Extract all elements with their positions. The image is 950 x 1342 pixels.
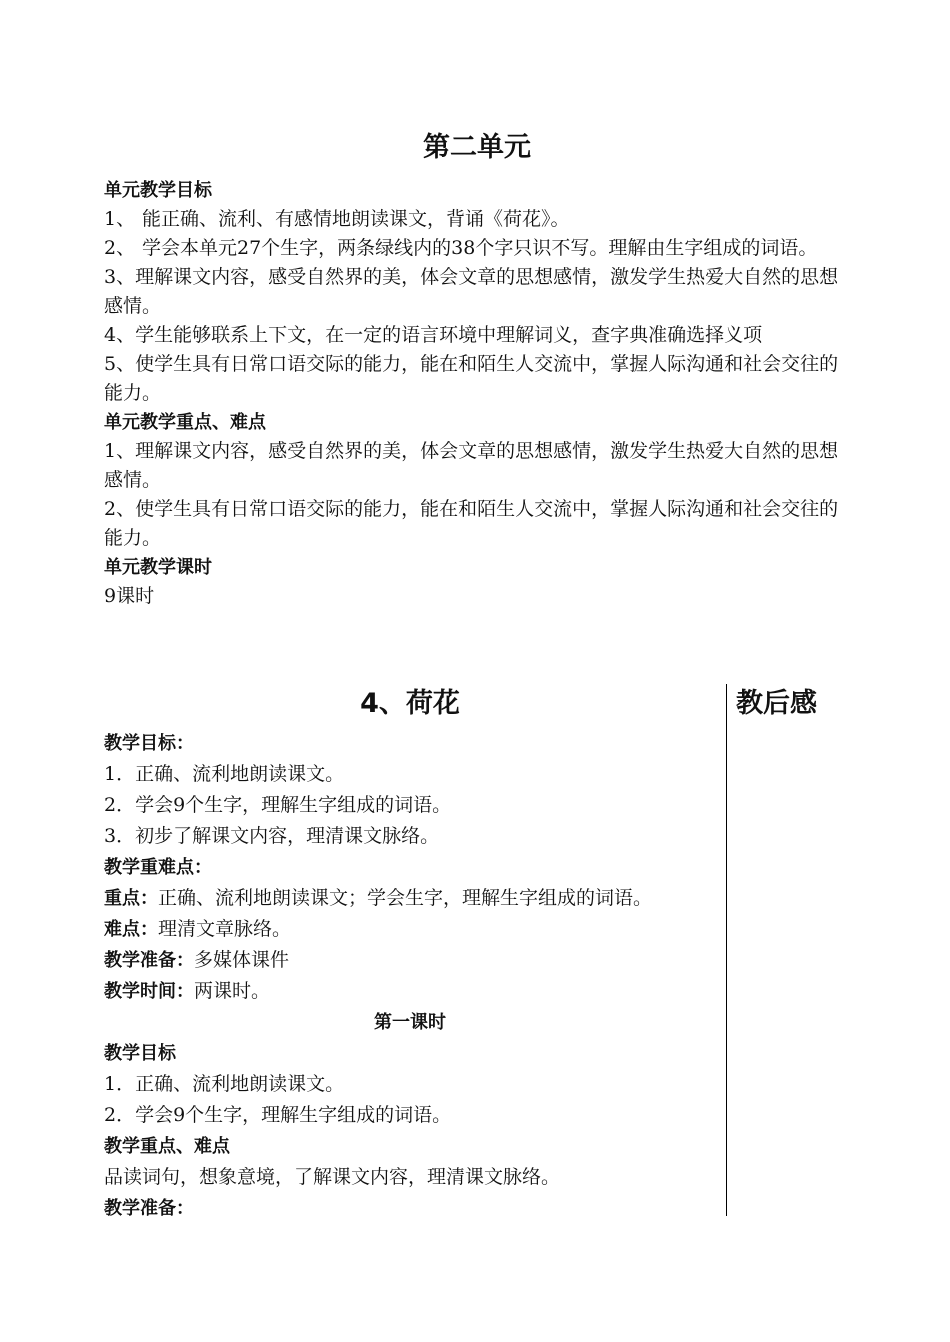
session-key-heading: 教学重点、难点 <box>104 1136 230 1157</box>
unit-goals-heading: 单元教学目标 <box>104 180 212 201</box>
session-goal-item: 2．学会9个生字，理解生字组成的词语。 <box>104 1104 452 1126</box>
unit-key-heading: 单元教学重点、难点 <box>104 412 266 433</box>
time-text: 两课时。 <box>194 980 271 1002</box>
preparation-label: 教学准备： <box>104 950 194 971</box>
key-point-label: 重点： <box>104 888 158 909</box>
lesson-column <box>104 684 716 1224</box>
key-point-text: 正确、流利地朗读课文；学会生字，理解生字组成的词语。 <box>158 887 653 909</box>
lesson-time <box>104 976 716 1007</box>
session-goals-heading: 教学目标 <box>104 1043 176 1064</box>
lesson-goal-item: 1．正确、流利地朗读课文。 <box>104 763 345 785</box>
unit-key-2: 2、使学生具有日常口语交际的能力，能在和陌生人交流中，掌握人际沟通和社会交往的能力。 <box>104 498 839 549</box>
column-divider <box>726 684 727 1216</box>
lesson-goals-heading: 教学目标： <box>104 733 194 754</box>
unit-goal-item <box>104 234 850 263</box>
reflection-title: 教后感 <box>736 688 817 719</box>
lesson-preparation <box>104 945 716 976</box>
lesson-difficulty-heading: 教学重难点： <box>104 857 212 878</box>
session-key-text: 品读词句，想象意境，了解课文内容，理清课文脉络。 <box>104 1166 561 1188</box>
unit-goal-item <box>104 205 850 234</box>
unit-goal-number: 1、 <box>104 208 136 230</box>
unit-goal-5: 5、使学生具有日常口语交际的能力，能在和陌生人交流中，掌握人际沟通和社会交往的能力。 <box>104 353 839 404</box>
lesson-goal-item: 3．初步了解课文内容，理清课文脉络。 <box>104 825 440 847</box>
unit-title: 第二单元 <box>423 132 531 163</box>
lesson-goal-item: 2．学会9个生字，理解生字组成的词语。 <box>104 794 452 816</box>
unit-hours-heading: 单元教学课时 <box>104 557 212 578</box>
lesson-key-point <box>104 883 716 914</box>
session-prep-heading: 教学准备： <box>104 1198 194 1219</box>
time-label: 教学时间： <box>104 981 194 1002</box>
unit-goal-4: 4、学生能够联系上下文，在一定的语言环境中理解词义，查字典准确选择义项 <box>104 324 763 346</box>
session-goal-item: 1．正确、流利地朗读课文。 <box>104 1073 345 1095</box>
unit-section <box>104 126 850 611</box>
lesson-hard-point <box>104 914 716 945</box>
unit-goal-text: 学会本单元27个生字，两条绿线内的38个字只识不写。理解由生字组成的词语。 <box>142 237 818 259</box>
lesson-title: 4、荷花 <box>360 688 460 719</box>
unit-goal-number: 2、 <box>104 237 136 259</box>
unit-hours: 9课时 <box>104 585 155 607</box>
hard-point-label: 难点： <box>104 919 158 940</box>
unit-goal-text: 能正确、流利、有感情地朗读课文，背诵《荷花》。 <box>142 208 570 230</box>
unit-key-1: 1、理解课文内容，感受自然界的美，体会文章的思想感情，激发学生热爱大自然的思想感情。 <box>104 440 839 491</box>
preparation-text: 多媒体课件 <box>194 949 290 971</box>
hard-point-text: 理清文章脉络。 <box>158 918 292 940</box>
reflection-column <box>736 684 916 724</box>
session-title: 第一课时 <box>374 1012 446 1033</box>
unit-goal-3: 3、理解课文内容，感受自然界的美，体会文章的思想感情，激发学生热爱大自然的思想感情。 <box>104 266 839 317</box>
